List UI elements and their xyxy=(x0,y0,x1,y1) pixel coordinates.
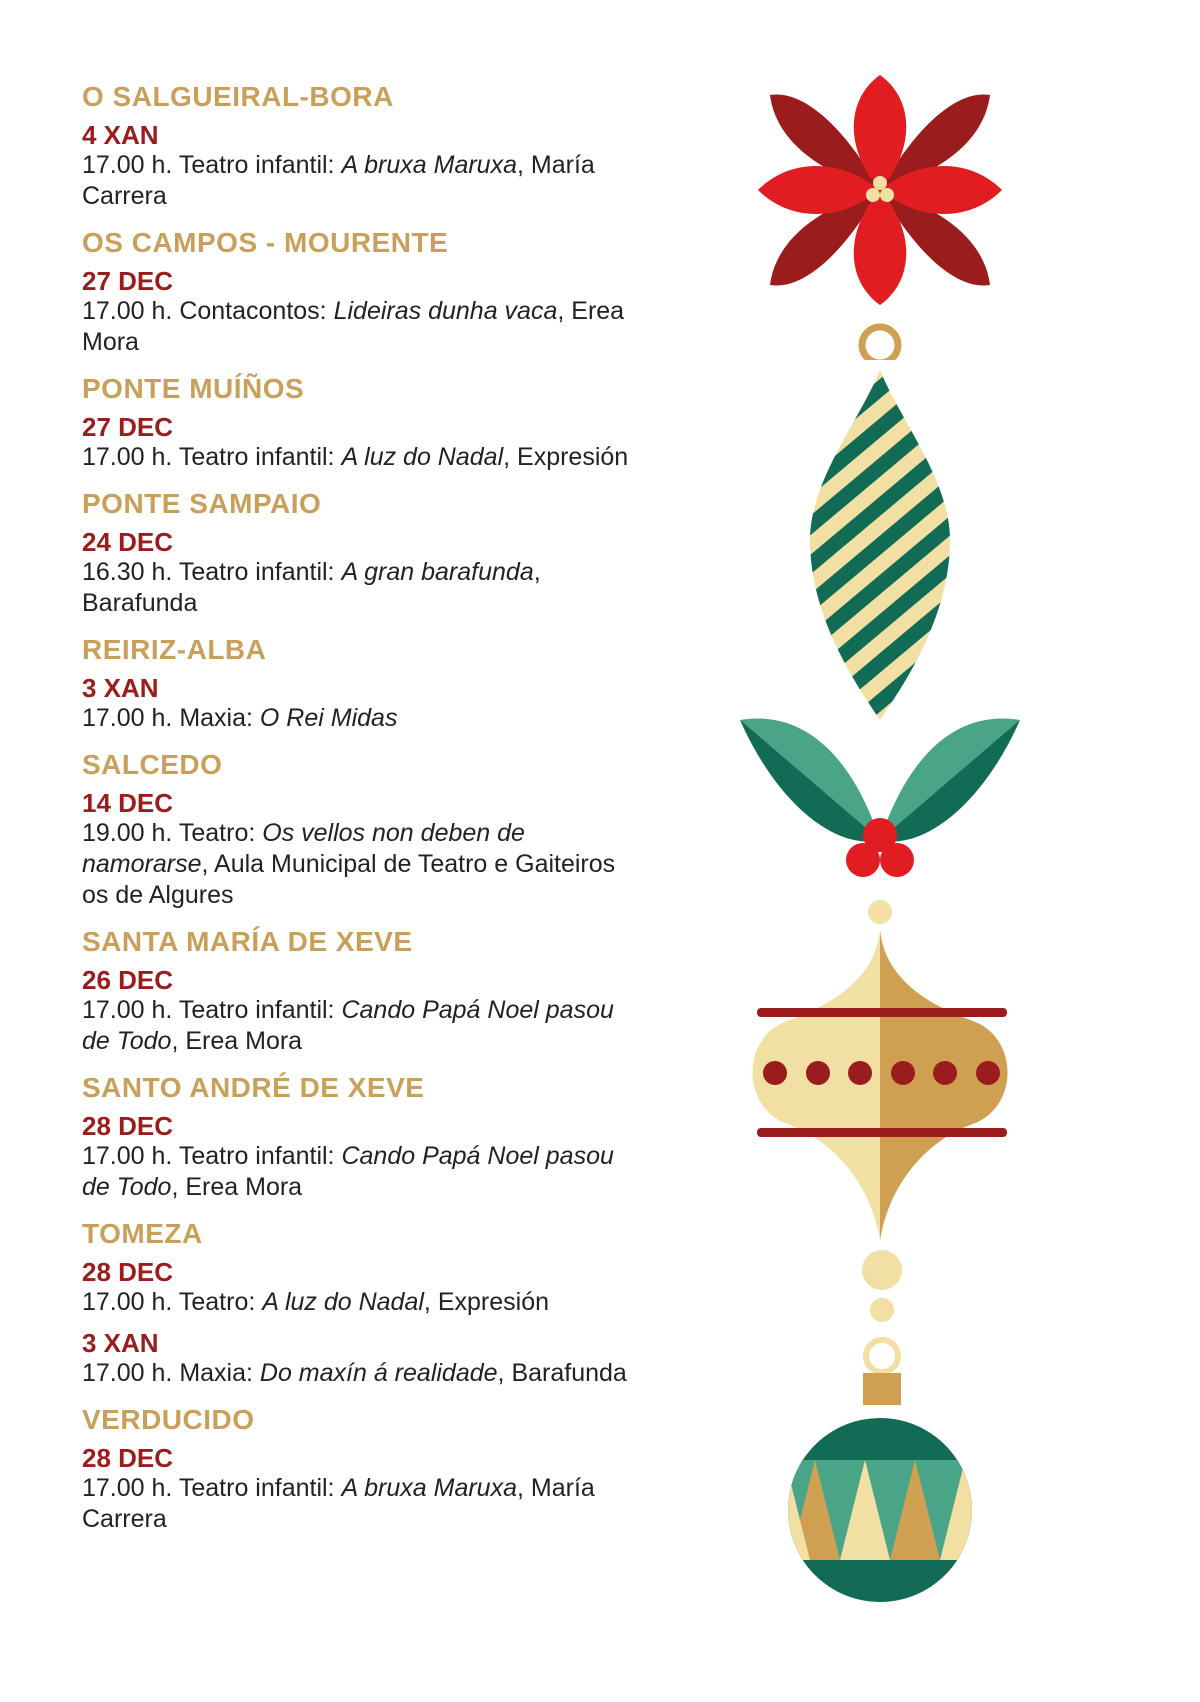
event-company: María Carrera xyxy=(82,151,595,210)
event-time: 17.00 h. xyxy=(82,1474,173,1502)
round-ornament-icon xyxy=(760,1340,990,1610)
event-type: Teatro infantil: xyxy=(178,996,335,1024)
event-date: 4 XAN xyxy=(82,120,159,150)
event-item xyxy=(82,527,642,619)
event-item xyxy=(82,1111,642,1203)
event-time: 17.00 h. xyxy=(82,996,173,1024)
venue-section xyxy=(82,372,642,473)
event-time: 17.00 h. xyxy=(82,1288,173,1316)
event-item xyxy=(82,673,642,734)
event-description: 16.30 h. Teatro infantil: A gran barafunda, Barafunda xyxy=(82,558,541,617)
event-date: 27 DEC xyxy=(82,266,174,296)
venue-section xyxy=(82,1071,642,1203)
event-company: Barafunda xyxy=(511,1359,627,1387)
event-description: 17.00 h. Teatro infantil: Cando Papá Noel pasou de Todo, Erea Mora xyxy=(82,996,614,1055)
venue-name: REIRIZ-ALBA xyxy=(82,634,267,665)
event-type: Teatro infantil: xyxy=(178,558,335,586)
event-time: 19.00 h. xyxy=(82,819,173,847)
event-type: Teatro infantil: xyxy=(178,1142,335,1170)
event-time: 17.00 h. xyxy=(82,704,173,732)
event-title: A luz do Nadal xyxy=(262,1288,424,1316)
venue-section xyxy=(82,925,642,1057)
event-description: 17.00 h. Teatro infantil: A bruxa Maruxa, María Carrera xyxy=(82,1474,595,1533)
event-description: 17.00 h. Teatro: A luz do Nadal, Expresión xyxy=(82,1288,549,1316)
event-type: Teatro: xyxy=(178,819,256,847)
event-date: 28 DEC xyxy=(82,1111,174,1141)
event-type: Contacontos: xyxy=(179,297,327,325)
event-title: A bruxa Maruxa xyxy=(341,1474,517,1502)
event-item xyxy=(82,1443,642,1535)
event-time: 16.30 h. xyxy=(82,558,173,586)
venue-section xyxy=(82,1217,642,1389)
event-item xyxy=(82,412,642,473)
event-date: 24 DEC xyxy=(82,527,174,557)
venue-section xyxy=(82,487,642,619)
event-item xyxy=(82,1328,642,1389)
event-type: Maxia: xyxy=(179,704,253,732)
event-company: Erea Mora xyxy=(185,1173,303,1201)
event-type: Teatro infantil: xyxy=(178,443,335,471)
event-company: Erea Mora xyxy=(82,297,625,356)
event-company: Aula Municipal de Teatro e Gaiteiros os de Algures xyxy=(82,850,616,909)
venue-name: VERDUCIDO xyxy=(82,1404,255,1435)
event-type: Teatro infantil: xyxy=(178,1474,335,1502)
venue-name: PONTE SAMPAIO xyxy=(82,488,322,519)
event-date: 14 DEC xyxy=(82,788,174,818)
event-title: Lideiras dunha vaca xyxy=(333,297,558,325)
event-time: 17.00 h. xyxy=(82,1142,173,1170)
event-date: 28 DEC xyxy=(82,1443,174,1473)
event-item xyxy=(82,965,642,1057)
venue-section xyxy=(82,226,642,358)
event-company: Barafunda xyxy=(82,589,198,617)
event-item xyxy=(82,788,642,911)
event-title: A luz do Nadal xyxy=(341,443,504,471)
event-date: 3 XAN xyxy=(82,673,159,703)
event-description: 17.00 h. Teatro infantil: A luz do Nadal, Expresión xyxy=(82,443,629,471)
event-company: Erea Mora xyxy=(185,1027,303,1055)
event-title: Do maxín á realidade xyxy=(259,1359,498,1387)
event-description: 19.00 h. Teatro: Os vellos non deben de namorarse, Aula Municipal de Teatro e Gaiteiros os de Algures xyxy=(82,819,616,909)
decorations xyxy=(700,60,1060,1660)
event-item xyxy=(82,120,642,212)
event-description: 17.00 h. Contacontos: Lideiras dunha vaca, Erea Mora xyxy=(82,297,625,356)
event-description xyxy=(82,703,642,734)
event-company: Expresión xyxy=(437,1288,549,1316)
gold-ornament-icon xyxy=(753,900,1008,1322)
event-description: 17.00 h. Maxia: Do maxín á realidade, Barafunda xyxy=(82,1359,627,1387)
event-title: Cando Papá Noel pasou de Todo xyxy=(82,1142,614,1201)
event-company: Expresión xyxy=(517,443,629,471)
event-date: 3 XAN xyxy=(82,1328,159,1358)
venue-section xyxy=(82,1403,642,1535)
holly-icon xyxy=(740,719,1020,878)
event-description: 17.00 h. Teatro infantil: Cando Papá Noel pasou de Todo, Erea Mora xyxy=(82,1142,614,1201)
event-company: María Carrera xyxy=(82,1474,595,1533)
venue-section xyxy=(82,80,642,212)
event-type: Teatro: xyxy=(178,1288,256,1316)
event-date: 26 DEC xyxy=(82,965,174,995)
event-item xyxy=(82,266,642,358)
venue-name: PONTE MUÍÑOS xyxy=(82,373,305,404)
event-time: 17.00 h. xyxy=(82,443,173,471)
venue-name: SALCEDO xyxy=(82,749,223,780)
event-time: 17.00 h. xyxy=(82,151,173,179)
venue-section xyxy=(82,748,642,911)
event-item xyxy=(82,1257,642,1318)
event-title: Cando Papá Noel pasou de Todo xyxy=(82,996,614,1055)
event-title: A bruxa Maruxa xyxy=(341,151,517,179)
venue-name: TOMEZA xyxy=(82,1218,203,1249)
event-description: 17.00 h. Teatro infantil: A bruxa Maruxa, María Carrera xyxy=(82,151,595,210)
event-title: O Rei Midas xyxy=(259,704,398,732)
event-title: A gran barafunda xyxy=(341,558,534,586)
schedule-list xyxy=(82,80,642,1549)
event-date: 28 DEC xyxy=(82,1257,174,1287)
venue-name: SANTO ANDRÉ DE XEVE xyxy=(82,1072,425,1103)
event-time: 17.00 h. xyxy=(82,1359,173,1387)
venue-name: O SALGUEIRAL-BORA xyxy=(82,81,394,112)
event-type: Teatro infantil: xyxy=(178,151,335,179)
venue-name: SANTA MARÍA DE XEVE xyxy=(82,926,413,957)
striped-ornament-icon xyxy=(700,327,1060,730)
event-date: 27 DEC xyxy=(82,412,174,442)
venue-section xyxy=(82,633,642,734)
poinsettia-icon xyxy=(758,75,1002,305)
event-time: 17.00 h. xyxy=(82,297,173,325)
event-title: Os vellos non deben de namorarse xyxy=(82,819,525,878)
venue-name: OS CAMPOS - MOURENTE xyxy=(82,227,449,258)
event-type: Maxia: xyxy=(179,1359,253,1387)
